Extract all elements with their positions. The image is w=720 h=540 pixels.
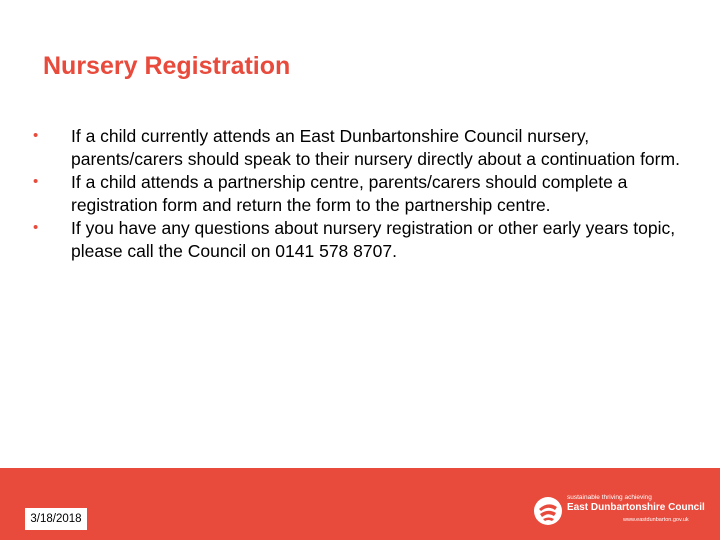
council-swirl-icon bbox=[533, 496, 563, 526]
bullet-dot-icon: • bbox=[33, 173, 39, 190]
footer-bar bbox=[0, 468, 720, 540]
bullet-dot-icon: • bbox=[33, 219, 39, 236]
bullet-dot-icon: • bbox=[33, 127, 39, 144]
bullet-text: If a child currently attends an East Dunbartonshire Council nursery, parents/carers should speak to their nursery directly about a continuation form. bbox=[71, 126, 680, 169]
bullet-item bbox=[33, 217, 693, 262]
slide-title: Nursery Registration bbox=[43, 52, 291, 80]
bullet-item bbox=[33, 171, 693, 216]
bullet-text: If a child attends a partnership centre, parents/carers should complete a registration form and return the form to the partnership centre. bbox=[71, 172, 628, 215]
council-logo bbox=[533, 494, 713, 534]
logo-tagline: sustainable thriving achieving bbox=[567, 494, 652, 501]
logo-url: www.eastdunbarton.gov.uk bbox=[623, 517, 689, 523]
bullet-list bbox=[33, 125, 693, 263]
slide-date: 3/18/2018 bbox=[25, 508, 87, 530]
bullet-item bbox=[33, 125, 693, 170]
bullet-text: If you have any questions about nursery registration or other early years topic, please call the Council on 0141 578 8707. bbox=[71, 218, 676, 261]
logo-name: East Dunbartonshire Council bbox=[567, 502, 705, 513]
